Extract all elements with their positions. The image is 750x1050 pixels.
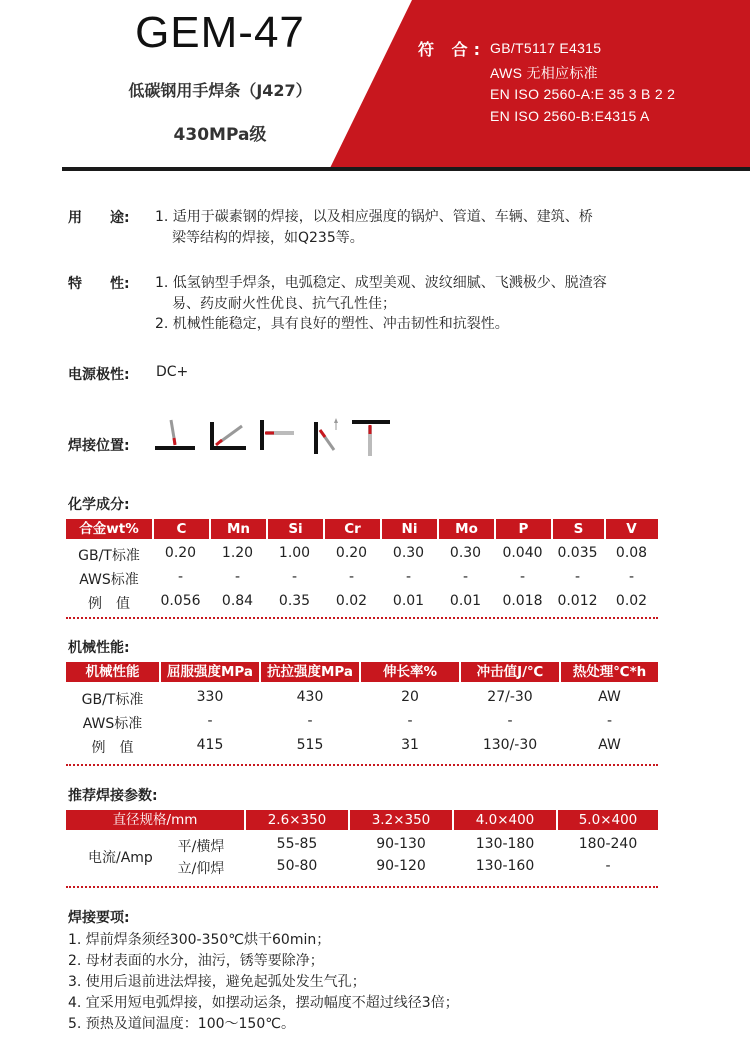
usage-line-2: 梁等结构的焊接，如Q235等。 — [172, 230, 364, 246]
chemical-cell: - — [291, 569, 298, 585]
chemical-cell: - — [519, 569, 526, 585]
chemical-header-c: C — [176, 521, 187, 537]
params-table-divider — [66, 886, 658, 888]
mechanical-row-label: 例 值 — [91, 740, 134, 756]
chemical-cell: - — [348, 569, 355, 585]
chemical-row-label: AWS标准 — [79, 572, 139, 588]
mechanical-cell: 430 — [296, 689, 324, 705]
mechanical-cell: - — [207, 713, 213, 729]
params-header-row — [66, 810, 658, 830]
chemical-cell: 0.08 — [615, 545, 648, 561]
horizontal-fillet-icon — [208, 418, 250, 454]
chemical-header-s: S — [573, 521, 584, 537]
chemical-table-divider — [66, 617, 658, 619]
chemical-cell: - — [234, 569, 241, 585]
note-item: 4. 宜采用短电弧焊接，如摆动运条，摆动幅度不超过线径3倍； — [68, 995, 459, 1011]
chemical-header-ni: Ni — [401, 521, 418, 537]
params-cell: 130-160 — [475, 858, 535, 874]
params-header-3: 4.0×400 — [475, 812, 535, 828]
params-cell: 90-120 — [376, 858, 426, 874]
chemical-cell: - — [574, 569, 581, 585]
chemical-cell: - — [405, 569, 412, 585]
mechanical-cell: - — [307, 713, 313, 729]
params-row-label: 平/横焊 — [177, 839, 225, 855]
chemical-cell: - — [177, 569, 184, 585]
features-line-2: 易、药皮耐火性优良、抗气孔性佳； — [172, 296, 396, 312]
chemical-cell: - — [628, 569, 635, 585]
mechanical-cell: 31 — [401, 737, 419, 753]
params-cell: 55-85 — [276, 836, 318, 852]
chemical-cell: 0.02 — [615, 593, 648, 609]
chemical-cell: 0.018 — [502, 593, 543, 609]
features-line-3: 2. 机械性能稳定，具有良好的塑性、冲击韧性和抗裂性。 — [155, 316, 509, 332]
mechanical-cell: AW — [598, 689, 621, 705]
mechanical-cell: 130/-30 — [482, 737, 538, 753]
standard-en-a: EN ISO 2560-A:E 35 3 B 2 2 — [490, 86, 676, 102]
params-row-label: 立/仰焊 — [177, 861, 225, 877]
chemical-cell: 0.040 — [502, 545, 543, 561]
note-item: 2. 母材表面的水分，油污，锈等要除净； — [68, 953, 324, 969]
usage-line-1: 1. 适用于碳素钢的焊接，以及相应强度的锅炉、管道、车辆、建筑、桥 — [155, 209, 593, 225]
chemical-cell: 0.01 — [449, 593, 482, 609]
chemical-row-label: GB/T标准 — [78, 548, 140, 564]
polarity-value: DC+ — [156, 364, 189, 380]
standard-gb: GB/T5117 E4315 — [490, 40, 602, 56]
current-label: 电流/Amp — [88, 850, 153, 866]
features-label: 特 性: — [68, 276, 130, 292]
chemical-header-si: Si — [288, 521, 303, 537]
chemical-cell: 0.01 — [392, 593, 425, 609]
chemical-cell: 0.20 — [335, 545, 368, 561]
chemical-cell: 0.02 — [335, 593, 368, 609]
notes-title: 焊接要项: — [68, 910, 130, 926]
params-header-0: 直径规格/mm — [112, 812, 198, 828]
chemical-cell: 0.012 — [557, 593, 598, 609]
note-item: 5. 预热及道间温度：100～150℃。 — [68, 1016, 295, 1032]
standard-en-b: EN ISO 2560-B:E4315 A — [490, 108, 650, 124]
mechanical-cell: 20 — [401, 689, 419, 705]
overhead-position-icon — [352, 418, 392, 458]
mechanical-row-label: AWS标准 — [82, 716, 143, 732]
horizontal-position-icon — [258, 418, 300, 454]
chemical-header-v: V — [626, 521, 637, 537]
chemical-cell: 0.84 — [221, 593, 254, 609]
mechanical-header-2: 抗拉强度MPa — [266, 664, 354, 680]
mechanical-title: 机械性能: — [68, 640, 130, 656]
chemical-header-alloy: 合金wt% — [79, 521, 139, 537]
mechanical-header-0: 机械性能 — [85, 664, 140, 680]
note-item: 1. 焊前焊条须经300-350℃烘干60min； — [68, 932, 331, 948]
mechanical-cell: - — [407, 713, 413, 729]
params-header-1: 2.6×350 — [267, 812, 327, 828]
mechanical-header-row — [66, 662, 658, 682]
mechanical-header-1: 屈服强度MPa — [166, 664, 254, 680]
strength-grade: 430MPa级 — [173, 125, 267, 145]
mechanical-row-label: GB/T标准 — [81, 692, 144, 708]
chemical-header-row — [66, 519, 658, 539]
params-header-2: 3.2×350 — [371, 812, 431, 828]
chemical-title: 化学成分: — [68, 497, 130, 513]
features-line-1: 1. 低氢钠型手焊条，电弧稳定、成型美观、波纹细腻、飞溅极少、脱渣容 — [155, 275, 607, 291]
positions-label: 焊接位置: — [68, 438, 130, 454]
params-cell: 130-180 — [475, 836, 535, 852]
mechanical-header-3: 伸长率% — [382, 664, 438, 680]
product-subtitle: 低碳钢用手焊条（J427） — [128, 81, 312, 100]
chemical-cell: 0.20 — [164, 545, 197, 561]
standard-aws: AWS 无相应标准 — [490, 65, 598, 81]
mechanical-header-4: 冲击值J/℃ — [476, 664, 544, 680]
mechanical-cell: 330 — [196, 689, 224, 705]
params-cell: 180-240 — [578, 836, 638, 852]
params-cell: 50-80 — [276, 858, 318, 874]
params-cell: - — [605, 858, 611, 874]
chemical-cell: 0.35 — [278, 593, 311, 609]
chemical-header-cr: Cr — [344, 521, 361, 537]
standards-label: 符 合: — [418, 40, 486, 59]
flat-position-icon — [155, 418, 197, 454]
mechanical-table-divider — [66, 764, 658, 766]
chemical-cell: - — [462, 569, 469, 585]
chemical-header-mo: Mo — [455, 521, 478, 537]
mechanical-cell: 415 — [196, 737, 224, 753]
header-divider — [62, 167, 750, 171]
chemical-cell: 0.056 — [160, 593, 201, 609]
chemical-row-label: 例 值 — [88, 596, 130, 612]
chemical-cell: 1.20 — [221, 545, 254, 561]
chemical-cell: 0.30 — [449, 545, 482, 561]
mechanical-cell: 27/-30 — [487, 689, 533, 705]
note-item: 3. 使用后退前进法焊接，避免起弧处发生气孔； — [68, 974, 366, 990]
chemical-cell: 0.30 — [392, 545, 425, 561]
chemical-header-mn: Mn — [226, 521, 251, 537]
chemical-cell: 0.035 — [557, 545, 598, 561]
mechanical-cell: AW — [598, 737, 621, 753]
params-header-4: 5.0×400 — [578, 812, 638, 828]
vertical-up-icon — [312, 418, 344, 456]
mechanical-cell: 515 — [296, 737, 324, 753]
params-cell: 90-130 — [376, 836, 426, 852]
product-title: GEM-47 — [135, 8, 305, 57]
chemical-header-p: P — [518, 521, 529, 537]
mechanical-cell: - — [606, 713, 613, 729]
chemical-cell: 1.00 — [278, 545, 311, 561]
polarity-label: 电源极性: — [68, 367, 130, 383]
usage-label: 用 途: — [68, 210, 130, 226]
mechanical-cell: - — [507, 713, 513, 729]
params-title: 推荐焊接参数: — [68, 788, 158, 804]
mechanical-header-5: 热处理℃*h — [572, 664, 647, 680]
